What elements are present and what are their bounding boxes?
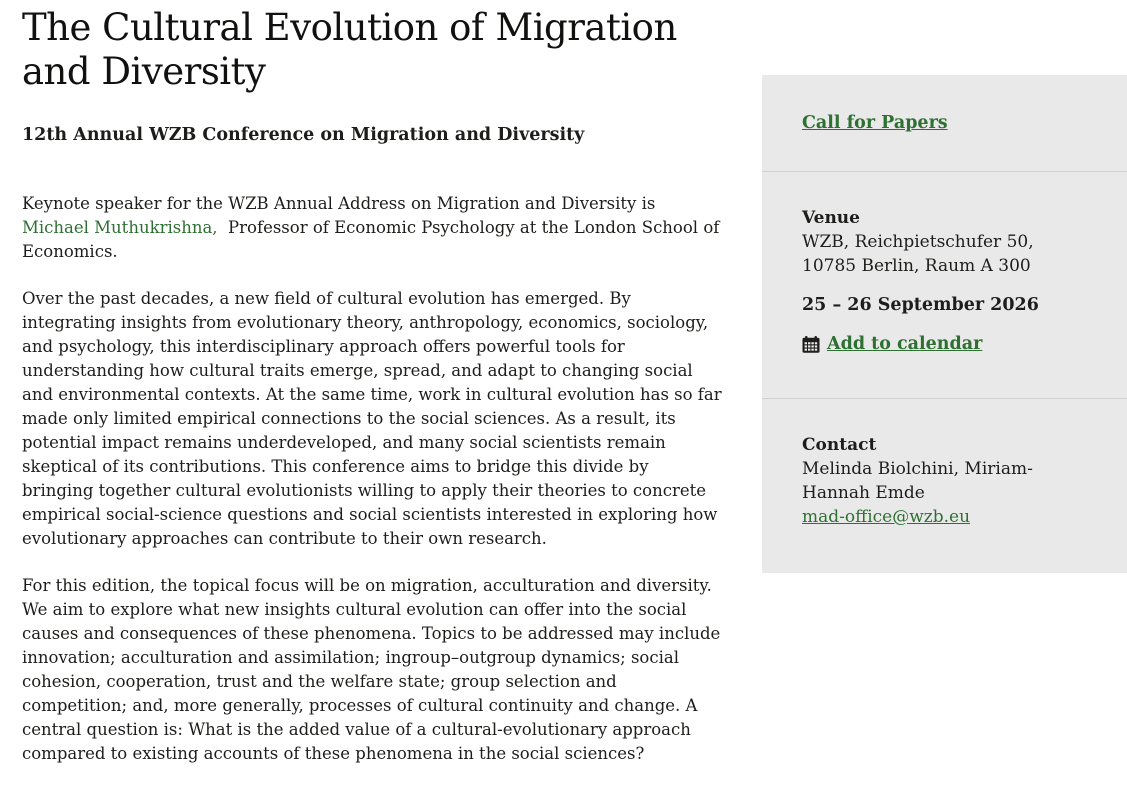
- contact-email-link[interactable]: mad-office@wzb.eu: [802, 507, 971, 527]
- contact-names: Melinda Biolchini, Miriam-Hannah Emde: [802, 459, 1033, 503]
- sidebar-section-venue: [762, 171, 1127, 398]
- keynote-text-after: Professor of Economic Psychology at the London School of Economics.: [22, 217, 720, 261]
- sidebar-section-call-for-papers: [762, 75, 1127, 171]
- calendar-icon: [802, 336, 820, 353]
- conference-subtitle: 12th Annual WZB Conference on Migration and Diversity: [22, 124, 585, 145]
- paragraph-field-overview: Over the past decades, a new field of cultural evolution has emerged. By integrating insights from evolutionary theory, anthropology, economics, sociology, and psychology, this interdisciplinary approach offers powerful tools for understanding how cultural traits emerge, spread, and adapt to changing social and environmental contexts. At the same time, work in cultural evolution has so far made only limited empirical connections to the social sciences. As a result, its potential impact remains underdeveloped, and many social scientists remain skeptical of its contributions. This conference aims to bridge this divide by bringing together cultural evolutionists willing to apply their theories to concrete empirical social-science questions and social scientists interested in exploring how evolutionary approaches can contribute to their own research.: [22, 288, 722, 548]
- add-to-calendar-link[interactable]: Add to calendar: [827, 334, 983, 354]
- call-for-papers-link[interactable]: Call for Papers: [802, 113, 948, 133]
- main-content: [22, 0, 724, 789]
- event-date: 25 – 26 September 2026: [802, 295, 1039, 315]
- paragraph-edition-focus: For this edition, the topical focus will be on migration, acculturation and diversity. We aim to explore what new insights cultural evolution can offer into the social causes and consequences of these phenomena. Topics to be addressed may include innovation; acculturation and assimilation; ingroup–outgroup dynamics; social cohesion, cooperation, trust and the welfare state; group selection and competition; and, more generally, processes of cultural continuity and change. A central question is: What is the added value of a cultural-evolutionary approach compared to existing accounts of these phenomena in the social sciences?: [22, 575, 721, 763]
- venue-address: WZB, Reichpietschufer 50, 10785 Berlin, Raum A 300: [802, 232, 1034, 276]
- add-to-calendar-row: [802, 334, 1087, 354]
- page-title: The Cultural Evolution of Migration and Diversity: [22, 6, 677, 94]
- sidebar-section-contact: [762, 398, 1127, 573]
- article-body: [22, 192, 724, 766]
- speaker-link[interactable]: Michael Muthukrishna,: [22, 217, 218, 237]
- keynote-text-before: Keynote speaker for the WZB Annual Address on Migration and Diversity is: [22, 193, 656, 213]
- sidebar: [762, 75, 1127, 573]
- paragraph-keynote: [22, 192, 724, 264]
- venue-heading: Venue: [802, 208, 860, 228]
- contact-heading: Contact: [802, 435, 877, 455]
